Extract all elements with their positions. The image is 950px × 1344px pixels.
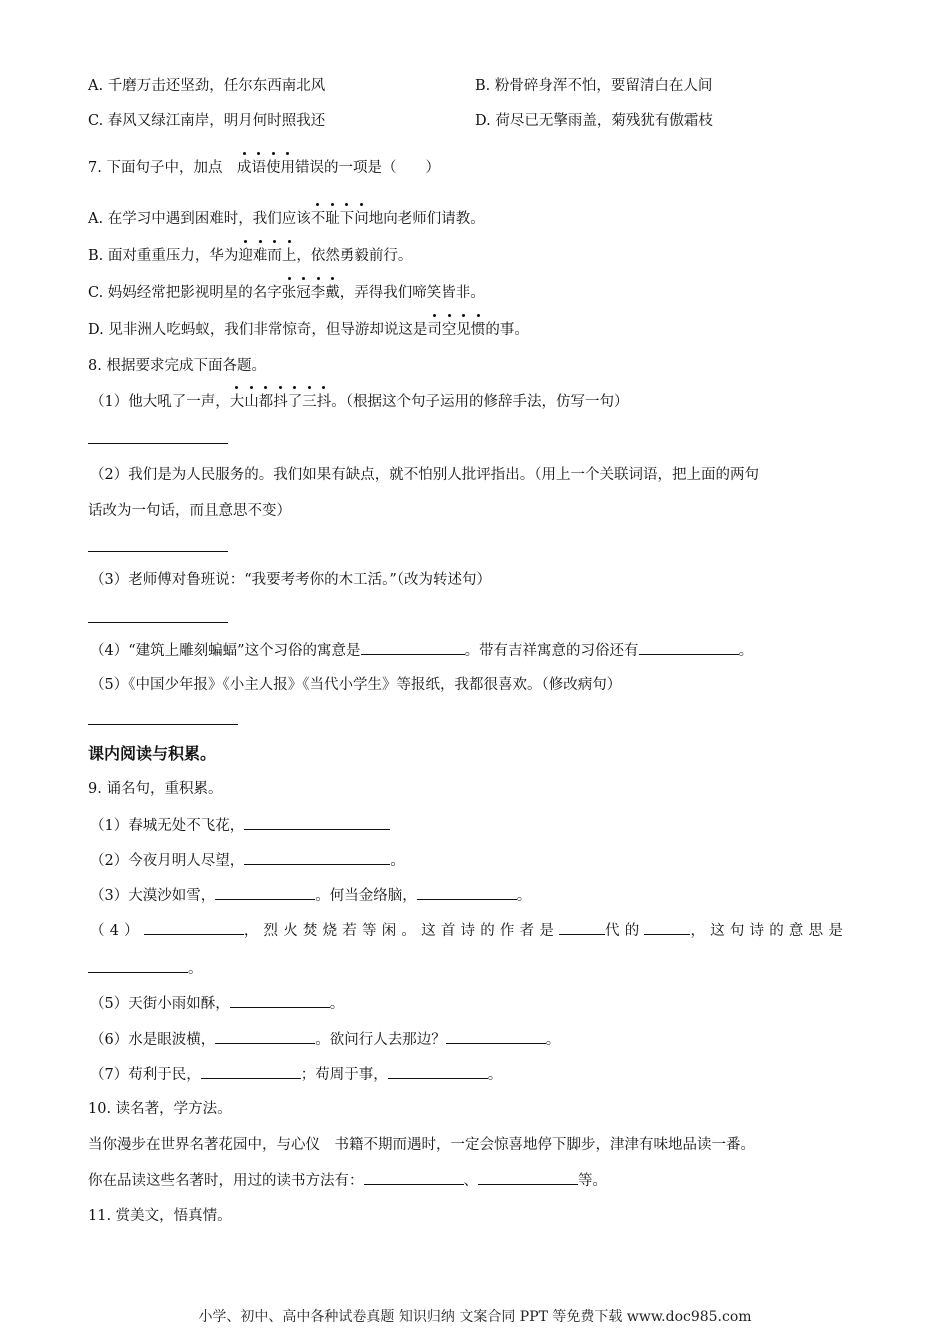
q7-stem-tail: 错误的一项是（ ）	[294, 160, 440, 176]
q9-line4-blank-1[interactable]	[144, 920, 244, 935]
q6-option-d: D. 荷尽已无擎雨盖，菊残犹有傲霜枝	[475, 113, 713, 129]
q9-line3: （3）大漠沙如雪， 。何当金络脑， 。	[90, 885, 531, 906]
q7-stem	[88, 158, 440, 178]
q8-sub2-line2: 话改为一句话，而且意思不变）	[88, 503, 291, 519]
q8-sub3-answer-line[interactable]	[88, 622, 228, 623]
q8-sub1: （1）他大吼了一声，大山都抖了三抖。（根据这个句子运用的修辞手法，仿写一句）	[90, 394, 629, 410]
q10-blank-2[interactable]	[478, 1170, 578, 1185]
q8-sub4: （4）“建筑上雕刻蝙蝠”这个习俗的寓意是 。带有吉祥寓意的习俗还有 。	[90, 640, 753, 661]
page-footer: 小学、初中、高中各种试卷真题 知识归纳 文案合同 PPT 等免费下载 www.doc985.com	[198, 1309, 752, 1325]
q9-line3-blank-1[interactable]	[215, 885, 315, 900]
q9-line2: （2）今夜月明人尽望， 。	[90, 850, 405, 871]
q8-sub5-answer-line[interactable]	[88, 724, 238, 725]
q7-stem-dotted: 成语使用	[236, 160, 295, 176]
q9-line4: （4） ，烈火焚烧若等闲。这首诗的作者是 代的 ，这句诗的意思是	[90, 920, 848, 941]
q7-option-b: B. 面对重重压力，华为迎难而上，依然勇毅前行。	[88, 248, 413, 264]
q9-line5: （5）天街小雨如酥， 。	[90, 993, 344, 1014]
q9-line6-blank-1[interactable]	[215, 1029, 315, 1044]
q8-stem: 8. 根据要求完成下面各题。	[88, 358, 266, 374]
q8-sub2-answer-line[interactable]	[88, 551, 228, 552]
q7-stem-gap	[222, 160, 237, 176]
q9-line4-blank-author[interactable]	[644, 920, 690, 935]
q9-line1: （1）春城无处不飞花，	[90, 815, 390, 836]
q6-option-a: A. 千磨万击还坚劲，任尔东西南北风	[88, 78, 326, 94]
q9-line7-blank-2[interactable]	[388, 1064, 488, 1079]
q9-line6: （6）水是眼波横， 。欲问行人去那边？ 。	[90, 1029, 560, 1050]
q9-line4-cont: 。	[88, 958, 203, 979]
q6-option-b: B. 粉骨碎身浑不怕，要留清白在人间	[475, 78, 713, 94]
q8-sub5: （5）《中国少年报》《小主人报》《当代小学生》等报纸，我都很喜欢。（修改病句）	[90, 677, 622, 693]
q7-stem-text: 7. 下面句子中，加点	[88, 160, 223, 176]
q7-c-idiom: 张冠李戴	[281, 285, 340, 301]
q9-line6-blank-2[interactable]	[446, 1029, 546, 1044]
q9-stem: 9. 诵名句，重积累。	[88, 781, 223, 797]
q10-stem: 10. 读名著，学方法。	[88, 1101, 232, 1117]
q8-sub1-dotted: 大山都抖了三抖	[229, 394, 332, 410]
q8-sub1-answer-line[interactable]	[88, 443, 228, 444]
q9-line4-blank-meaning[interactable]	[88, 958, 188, 973]
q7-option-c: C. 妈妈经常把影视明星的名字张冠李戴，弄得我们啼笑皆非。	[88, 285, 485, 301]
q9-line7-blank-1[interactable]	[201, 1064, 301, 1079]
q9-line2-blank[interactable]	[244, 850, 390, 865]
q6-option-c: C. 春风又绿江南岸，明月何时照我还	[88, 113, 326, 129]
q9-line3-blank-2[interactable]	[417, 885, 517, 900]
q10-blank-1[interactable]	[364, 1170, 464, 1185]
q8-sub2-line1: （2）我们是为人民服务的。我们如果有缺点，就不怕别人批评指出。（用上一个关联词语，把上面的两句	[90, 467, 759, 483]
q9-line7: （7）苟利于民， ；苟周于事， 。	[90, 1064, 502, 1085]
q11-stem: 11. 赏美文，悟真情。	[88, 1208, 232, 1224]
q7-option-d: D. 见非洲人吃蚂蚁，我们非常惊奇，但导游却说这是司空见惯的事。	[88, 322, 529, 338]
q10-paragraph-1: 当你漫步在世界名著花园中，与心仪 书籍不期而遇时，一定会惊喜地停下脚步，津津有味地品读一番。	[88, 1137, 755, 1153]
q10-paragraph-2: 你在品读这些名著时，用过的读书方法有： 、 等。	[88, 1170, 607, 1191]
q9-line4-blank-dynasty[interactable]	[559, 920, 605, 935]
q7-option-a: A. 在学习中遇到困难时，我们应该不耻下问地向老师们请教。	[88, 211, 485, 227]
section-title: 课内阅读与积累。	[88, 744, 217, 763]
q7-b-idiom: 迎难而上	[238, 248, 297, 264]
q9-line1-blank[interactable]	[244, 815, 390, 830]
q7-d-idiom: 司空见惯	[427, 322, 486, 338]
q9-line5-blank[interactable]	[230, 993, 330, 1008]
q8-sub3: （3）老师傅对鲁班说：“我要考考你的木工活。”（改为转述句）	[90, 572, 492, 588]
q8-sub4-blank-2[interactable]	[639, 640, 739, 655]
q8-sub4-blank-1[interactable]	[361, 640, 465, 655]
q7-a-idiom: 不耻下问	[310, 211, 369, 227]
